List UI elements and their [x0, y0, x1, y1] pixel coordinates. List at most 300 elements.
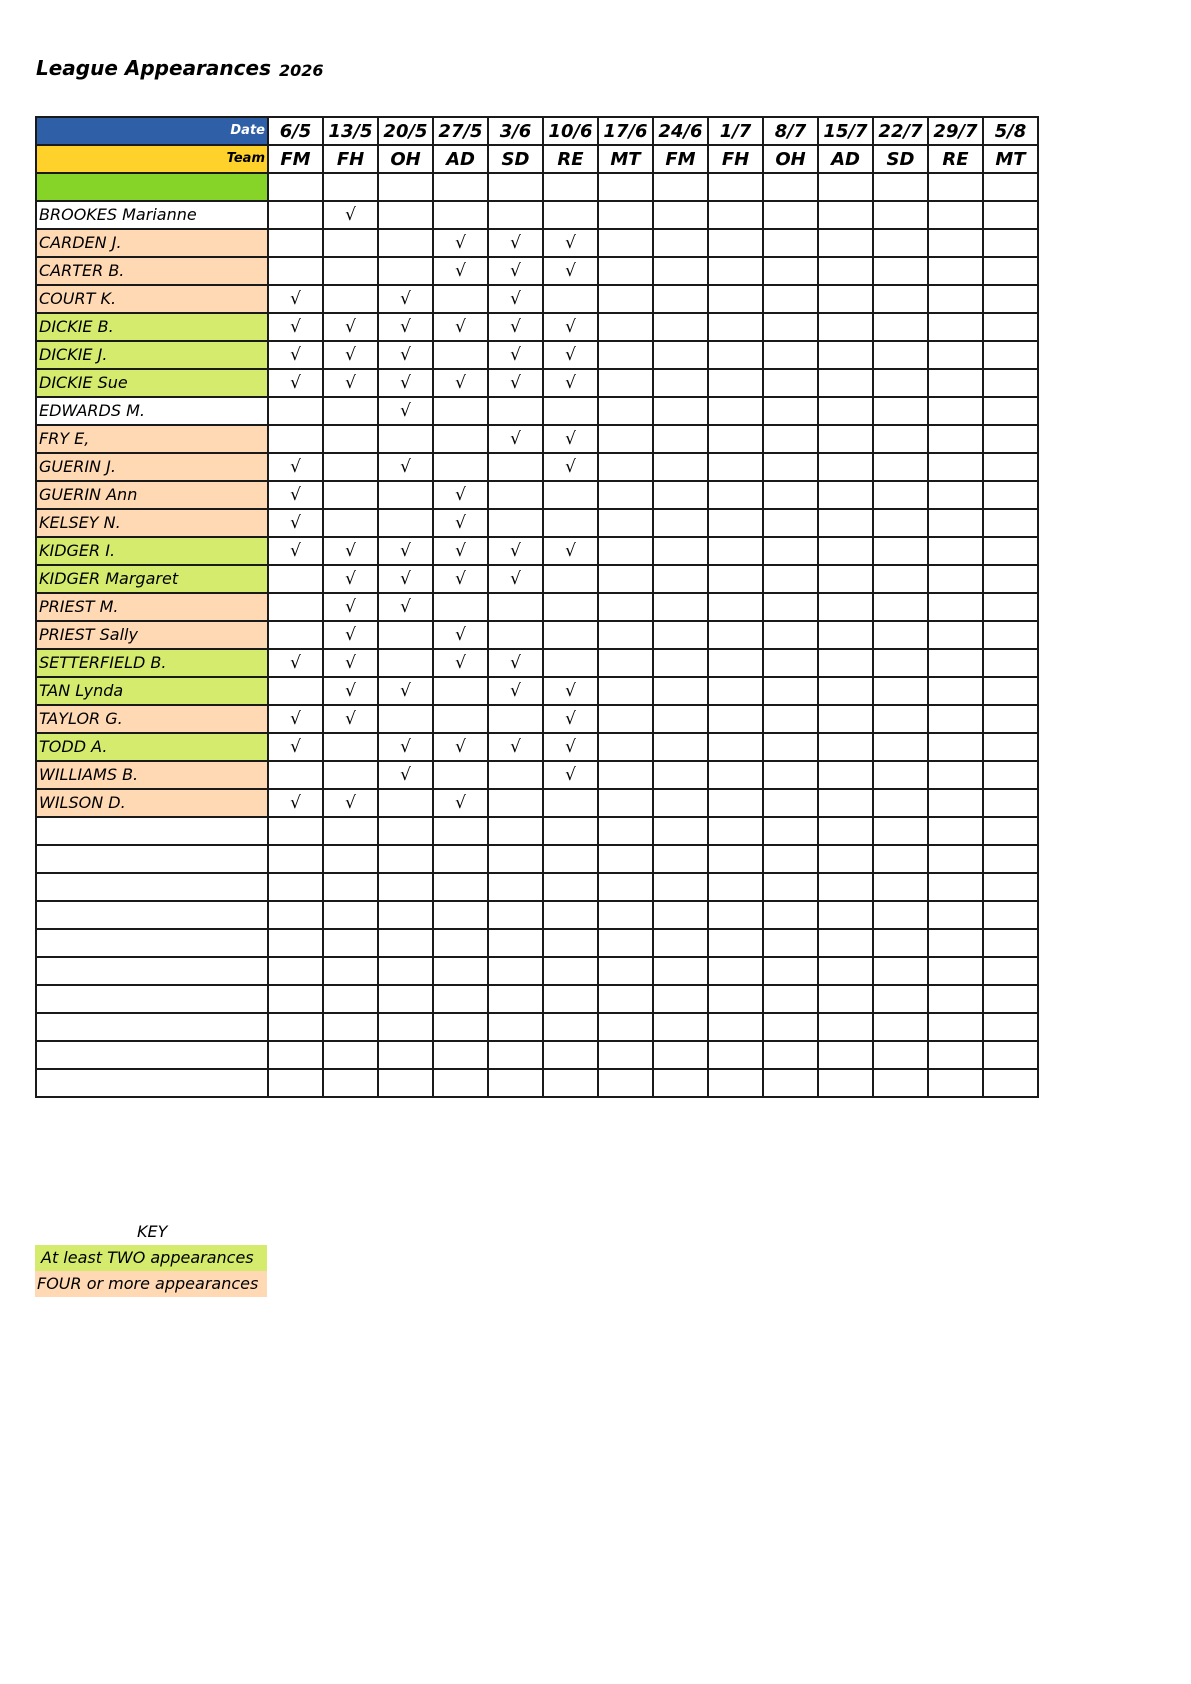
empty-cell: [598, 957, 653, 985]
empty-name-cell: [36, 901, 268, 929]
empty-cell: [873, 1041, 928, 1069]
date-cell: 13/5: [323, 117, 378, 145]
empty-cell: [653, 817, 708, 845]
empty-cell: [268, 1069, 323, 1097]
empty-cell: [763, 901, 818, 929]
appearance-cell: [708, 789, 763, 817]
appearance-cell: [543, 481, 598, 509]
appearance-cell: [708, 481, 763, 509]
appearance-check: √: [543, 705, 598, 733]
appearance-cell: [763, 677, 818, 705]
season-year: 2026: [279, 61, 324, 80]
team-cell: SD: [873, 145, 928, 173]
empty-cell: [708, 173, 763, 201]
empty-cell: [708, 957, 763, 985]
appearance-cell: [763, 285, 818, 313]
player-row: [36, 649, 1038, 677]
empty-cell: [543, 957, 598, 985]
appearance-cell: [378, 257, 433, 285]
appearance-cell: [598, 425, 653, 453]
appearance-cell: [928, 229, 983, 257]
appearance-cell: [818, 341, 873, 369]
team-cell: RE: [543, 145, 598, 173]
appearance-cell: [433, 285, 488, 313]
empty-row: [36, 845, 1038, 873]
empty-cell: [983, 1069, 1038, 1097]
empty-cell: [708, 845, 763, 873]
appearance-cell: [708, 201, 763, 229]
appearance-cell: [928, 397, 983, 425]
appearance-check: √: [433, 313, 488, 341]
appearance-cell: [928, 677, 983, 705]
appearance-cell: [983, 285, 1038, 313]
empty-name-cell: [36, 1069, 268, 1097]
appearance-cell: [818, 621, 873, 649]
appearance-cell: [598, 313, 653, 341]
empty-row: [36, 817, 1038, 845]
appearance-cell: [928, 481, 983, 509]
empty-cell: [323, 901, 378, 929]
empty-cell: [598, 1069, 653, 1097]
appearance-check: √: [433, 621, 488, 649]
appearance-cell: [598, 789, 653, 817]
appearance-cell: [763, 201, 818, 229]
empty-name-cell: [36, 845, 268, 873]
appearance-check: √: [543, 257, 598, 285]
empty-cell: [268, 873, 323, 901]
appearance-cell: [983, 649, 1038, 677]
appearance-cell: [653, 537, 708, 565]
player-name: PRIEST Sally: [36, 621, 268, 649]
appearance-check: √: [268, 369, 323, 397]
appearance-cell: [488, 481, 543, 509]
appearance-cell: [818, 453, 873, 481]
appearance-check: √: [488, 425, 543, 453]
empty-cell: [543, 985, 598, 1013]
appearance-cell: [433, 425, 488, 453]
appearance-cell: [983, 509, 1038, 537]
appearance-cell: [763, 761, 818, 789]
empty-cell: [323, 173, 378, 201]
player-name: FRY E,: [36, 425, 268, 453]
team-cell: OH: [378, 145, 433, 173]
player-name: DICKIE Sue: [36, 369, 268, 397]
empty-cell: [763, 957, 818, 985]
empty-cell: [268, 957, 323, 985]
empty-cell: [763, 1013, 818, 1041]
appearance-check: √: [323, 593, 378, 621]
appearance-cell: [433, 677, 488, 705]
appearance-check: √: [433, 649, 488, 677]
appearance-cell: [818, 705, 873, 733]
empty-cell: [543, 901, 598, 929]
empty-cell: [818, 845, 873, 873]
appearance-cell: [378, 509, 433, 537]
team-label-cell: Team: [36, 145, 268, 173]
appearance-check: √: [268, 341, 323, 369]
player-row: [36, 761, 1038, 789]
appearance-cell: [873, 565, 928, 593]
empty-cell: [268, 817, 323, 845]
appearance-cell: [433, 453, 488, 481]
player-row: [36, 509, 1038, 537]
empty-cell: [598, 873, 653, 901]
empty-cell: [653, 957, 708, 985]
appearance-cell: [983, 481, 1038, 509]
player-row: [36, 705, 1038, 733]
appearance-cell: [598, 509, 653, 537]
appearance-cell: [818, 789, 873, 817]
appearance-cell: [818, 369, 873, 397]
appearance-check: √: [488, 369, 543, 397]
player-name: PRIEST M.: [36, 593, 268, 621]
appearance-cell: [818, 733, 873, 761]
empty-cell: [268, 1013, 323, 1041]
appearance-cell: [378, 705, 433, 733]
appearance-cell: [653, 481, 708, 509]
appearance-cell: [543, 621, 598, 649]
empty-cell: [378, 957, 433, 985]
empty-cell: [818, 873, 873, 901]
appearance-cell: [928, 593, 983, 621]
appearance-check: √: [433, 369, 488, 397]
appearance-cell: [818, 677, 873, 705]
appearance-cell: [488, 705, 543, 733]
empty-cell: [378, 985, 433, 1013]
appearance-cell: [543, 789, 598, 817]
empty-cell: [598, 929, 653, 957]
appearance-cell: [928, 649, 983, 677]
appearance-cell: [653, 705, 708, 733]
empty-cell: [543, 1041, 598, 1069]
appearance-cell: [928, 537, 983, 565]
empty-cell: [818, 1013, 873, 1041]
appearance-check: √: [543, 453, 598, 481]
appearance-cell: [598, 705, 653, 733]
empty-cell: [983, 929, 1038, 957]
team-cell: MT: [598, 145, 653, 173]
appearance-cell: [873, 313, 928, 341]
empty-row: [36, 985, 1038, 1013]
appearance-cell: [488, 201, 543, 229]
appearance-cell: [708, 677, 763, 705]
empty-cell: [983, 873, 1038, 901]
date-cell: 8/7: [763, 117, 818, 145]
empty-cell: [928, 929, 983, 957]
player-name: EDWARDS M.: [36, 397, 268, 425]
empty-cell: [653, 1041, 708, 1069]
appearance-cell: [928, 509, 983, 537]
appearance-check: √: [378, 369, 433, 397]
appearance-cell: [708, 649, 763, 677]
appearance-check: √: [323, 677, 378, 705]
appearance-cell: [653, 341, 708, 369]
player-name: CARDEN J.: [36, 229, 268, 257]
appearance-check: √: [378, 733, 433, 761]
team-cell: FM: [653, 145, 708, 173]
empty-cell: [543, 817, 598, 845]
appearance-cell: [653, 733, 708, 761]
empty-cell: [818, 817, 873, 845]
appearance-cell: [708, 565, 763, 593]
spacer-name-cell: [36, 173, 268, 201]
empty-cell: [268, 173, 323, 201]
player-row: [36, 285, 1038, 313]
appearance-cell: [708, 593, 763, 621]
empty-cell: [873, 817, 928, 845]
player-row: [36, 257, 1038, 285]
empty-cell: [433, 817, 488, 845]
empty-cell: [488, 985, 543, 1013]
empty-cell: [708, 1013, 763, 1041]
empty-cell: [818, 985, 873, 1013]
key-four-appearances: FOUR or more appearances: [35, 1271, 267, 1297]
appearance-cell: [708, 705, 763, 733]
appearance-check: √: [268, 733, 323, 761]
appearance-cell: [653, 397, 708, 425]
empty-cell: [323, 1013, 378, 1041]
empty-cell: [983, 173, 1038, 201]
appearance-cell: [488, 453, 543, 481]
empty-cell: [433, 173, 488, 201]
appearance-cell: [708, 733, 763, 761]
appearance-cell: [433, 761, 488, 789]
appearance-cell: [983, 341, 1038, 369]
empty-cell: [983, 957, 1038, 985]
appearance-cell: [983, 397, 1038, 425]
appearance-cell: [983, 313, 1038, 341]
appearance-cell: [598, 565, 653, 593]
appearance-cell: [378, 201, 433, 229]
date-cell: 27/5: [433, 117, 488, 145]
appearance-check: √: [543, 733, 598, 761]
appearance-cell: [268, 425, 323, 453]
empty-cell: [653, 901, 708, 929]
team-cell: MT: [983, 145, 1038, 173]
appearance-cell: [763, 537, 818, 565]
empty-cell: [323, 957, 378, 985]
appearance-cell: [268, 593, 323, 621]
appearance-check: √: [378, 313, 433, 341]
empty-cell: [873, 1013, 928, 1041]
spacer-row: [36, 173, 1038, 201]
empty-cell: [873, 1069, 928, 1097]
appearance-cell: [708, 761, 763, 789]
appearance-check: √: [488, 677, 543, 705]
appearance-cell: [433, 397, 488, 425]
empty-cell: [488, 1069, 543, 1097]
empty-cell: [653, 1069, 708, 1097]
appearance-check: √: [378, 341, 433, 369]
empty-cell: [763, 1069, 818, 1097]
appearance-cell: [928, 621, 983, 649]
empty-cell: [763, 845, 818, 873]
empty-cell: [598, 985, 653, 1013]
empty-cell: [653, 929, 708, 957]
empty-cell: [323, 845, 378, 873]
date-cell: 17/6: [598, 117, 653, 145]
appearance-cell: [763, 509, 818, 537]
player-row: [36, 313, 1038, 341]
appearance-check: √: [378, 677, 433, 705]
page-title: League Appearances: [36, 56, 271, 80]
appearance-cell: [873, 761, 928, 789]
player-name: GUERIN J.: [36, 453, 268, 481]
appearance-cell: [873, 537, 928, 565]
appearance-check: √: [433, 789, 488, 817]
appearance-cell: [653, 789, 708, 817]
appearance-cell: [268, 677, 323, 705]
appearance-cell: [763, 397, 818, 425]
appearance-cell: [378, 229, 433, 257]
appearance-cell: [653, 313, 708, 341]
empty-name-cell: [36, 1041, 268, 1069]
appearance-check: √: [488, 733, 543, 761]
appearance-cell: [873, 649, 928, 677]
empty-row: [36, 1041, 1038, 1069]
appearance-cell: [653, 229, 708, 257]
appearance-cell: [763, 425, 818, 453]
appearance-check: √: [268, 285, 323, 313]
empty-cell: [873, 929, 928, 957]
empty-name-cell: [36, 873, 268, 901]
player-name: DICKIE B.: [36, 313, 268, 341]
empty-cell: [488, 1041, 543, 1069]
empty-cell: [543, 1069, 598, 1097]
date-cell: 5/8: [983, 117, 1038, 145]
appearance-cell: [323, 453, 378, 481]
appearance-cell: [873, 621, 928, 649]
empty-cell: [763, 173, 818, 201]
appearance-cell: [928, 453, 983, 481]
appearance-cell: [873, 733, 928, 761]
appearance-cell: [378, 481, 433, 509]
appearance-cell: [763, 705, 818, 733]
appearance-cell: [598, 621, 653, 649]
empty-cell: [378, 873, 433, 901]
empty-row: [36, 957, 1038, 985]
appearance-cell: [873, 789, 928, 817]
empty-row: [36, 1069, 1038, 1097]
appearance-cell: [598, 257, 653, 285]
appearance-check: √: [378, 593, 433, 621]
empty-cell: [433, 1013, 488, 1041]
appearance-cell: [873, 257, 928, 285]
appearance-check: √: [433, 733, 488, 761]
player-row: [36, 565, 1038, 593]
appearance-cell: [598, 677, 653, 705]
appearance-cell: [598, 649, 653, 677]
appearance-check: √: [543, 677, 598, 705]
player-row: [36, 621, 1038, 649]
empty-cell: [708, 985, 763, 1013]
player-row: [36, 537, 1038, 565]
appearance-cell: [598, 369, 653, 397]
appearance-cell: [323, 481, 378, 509]
appearance-cell: [873, 453, 928, 481]
empty-cell: [488, 957, 543, 985]
appearance-cell: [708, 621, 763, 649]
appearances-table: [35, 116, 1039, 1098]
empty-cell: [323, 817, 378, 845]
appearance-check: √: [543, 341, 598, 369]
empty-cell: [983, 1013, 1038, 1041]
appearance-cell: [873, 481, 928, 509]
team-cell: FM: [268, 145, 323, 173]
empty-name-cell: [36, 985, 268, 1013]
empty-cell: [763, 873, 818, 901]
appearance-cell: [818, 649, 873, 677]
appearance-cell: [983, 789, 1038, 817]
appearance-check: √: [488, 229, 543, 257]
appearance-cell: [763, 229, 818, 257]
appearance-check: √: [378, 761, 433, 789]
appearance-cell: [653, 677, 708, 705]
appearance-cell: [323, 733, 378, 761]
empty-cell: [378, 1013, 433, 1041]
appearance-check: √: [543, 761, 598, 789]
player-row: [36, 789, 1038, 817]
appearance-check: √: [268, 313, 323, 341]
team-cell: AD: [433, 145, 488, 173]
appearance-cell: [598, 201, 653, 229]
empty-cell: [653, 1013, 708, 1041]
appearance-check: √: [433, 509, 488, 537]
empty-cell: [708, 1069, 763, 1097]
appearance-check: √: [268, 789, 323, 817]
empty-cell: [598, 1041, 653, 1069]
appearance-cell: [818, 509, 873, 537]
empty-row: [36, 873, 1038, 901]
empty-cell: [818, 173, 873, 201]
appearances-table-body: [36, 117, 1038, 1097]
appearance-cell: [983, 565, 1038, 593]
appearance-check: √: [488, 257, 543, 285]
appearance-check: √: [543, 537, 598, 565]
empty-cell: [653, 985, 708, 1013]
empty-cell: [708, 901, 763, 929]
appearance-cell: [433, 705, 488, 733]
appearance-cell: [323, 761, 378, 789]
player-name: GUERIN Ann: [36, 481, 268, 509]
appearance-check: √: [433, 565, 488, 593]
appearance-cell: [653, 369, 708, 397]
empty-cell: [653, 845, 708, 873]
appearance-cell: [763, 621, 818, 649]
empty-cell: [598, 1013, 653, 1041]
appearance-check: √: [378, 285, 433, 313]
appearance-check: √: [323, 621, 378, 649]
empty-cell: [378, 1069, 433, 1097]
empty-cell: [268, 929, 323, 957]
appearance-cell: [873, 677, 928, 705]
empty-cell: [928, 957, 983, 985]
empty-cell: [653, 873, 708, 901]
appearance-cell: [928, 705, 983, 733]
appearance-cell: [708, 509, 763, 537]
appearance-cell: [378, 425, 433, 453]
player-name: WILLIAMS B.: [36, 761, 268, 789]
date-cell: 10/6: [543, 117, 598, 145]
empty-row: [36, 1013, 1038, 1041]
appearance-cell: [598, 481, 653, 509]
appearance-cell: [598, 453, 653, 481]
empty-cell: [323, 929, 378, 957]
appearance-cell: [763, 341, 818, 369]
empty-cell: [873, 901, 928, 929]
appearance-cell: [983, 229, 1038, 257]
appearance-cell: [653, 761, 708, 789]
